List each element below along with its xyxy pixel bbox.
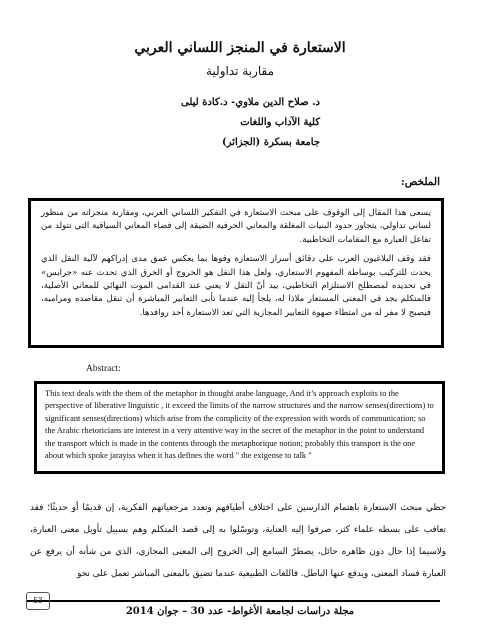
abstract-label: Abstract: bbox=[86, 364, 121, 374]
author-names: د. صلاح الدين ملاوي- د.كادة ليلى bbox=[181, 97, 320, 108]
article-subtitle: مقاربة تداولية bbox=[205, 64, 274, 78]
summary-heading: الملخص: bbox=[400, 176, 440, 188]
author-university: جامعة بسكرة (الجزائر) bbox=[221, 137, 320, 148]
summary-paragraph-2: فقد وقف البلاغيون العرب على دقائق أسرار الاستعارة وفوها بما يعكس عمق مدى إدراكهم لآلية النقل الذي يحدث للتركيب بوساطة المفهوم الاستعاري، ولعل هذا النقل هو الخروج أو الخرق الذي تحدث عنه «جرايس» في تحديده لمصطلح الاستلزام التخاطبي، بيد أنّ النقل لا يعني عند القدامى الموت النهائي للمعاني الأصلية، فالمتكلم يجد في المعنى المستعار ملاذا له، يلجأ إليه عندما تأبى التعابير المباشرة أن تنقل مقاصده ومراميه، فيصبح لا مفر له من امتطاء صهوة التعابير المجازية التي تعد الاستعارة أحد روافدها. bbox=[41, 254, 431, 318]
article-title: الاستعارة في المنجز اللساني العربي bbox=[134, 40, 346, 56]
page-number: 53 bbox=[26, 592, 50, 610]
arabic-summary-box bbox=[28, 198, 444, 348]
summary-paragraph-1: يسعى هذا المقال إلى الوقوف على مبحث الاستعارة في التفكير اللساني العربي، ومقاربة منجزاته من منظور لساني تداولي، يتجاوز حدود البنيات المغلقة والمعاني الحرفية الضيقة إلى فضاء المعاني السياقية التي تتولد من تفاعل العبارة مع المقامات التخاطبية. bbox=[41, 208, 431, 245]
abstract-text: This text deals with the them of the metaphor in thought arabe language, And it’s approach exploits to the perspective of liberative linguistic , it exceed the limits of the narrow structures and the narrow senses(directions) to significant senses(directions) which arise from the complicity of the expression with words of communication; so the Arabic rhetoricians are interest in a very attentive way in the secret of the metaphor in the point to understand the transport which is made in the contents through the metaphorique notion; probably this transport is the one about which spoke jarayiss when it has defines the word " the exigense to talk " bbox=[45, 389, 434, 461]
author-block bbox=[181, 93, 320, 153]
author-faculty: كلية الآداب واللغات bbox=[240, 117, 320, 128]
english-abstract-box bbox=[34, 381, 445, 474]
body-paragraph: حظي مبحث الاستعارة باهتمام الدارسين على اختلاف أطيافهم وتعدد مرجعياتهم الفكرية، إن قديمًا أو حديثًا؛ فقد تعاقب على بسطه علماء كثر، صرفوا إليه العناية، وتوسّلوا به إلى قصد المتكلم وهم بسبيل تأويل معنى العبارة، ولاسيما إذا حال دون ظاهره حائل، يضطرّ السامع إلى الخروج إلى المعنى المجازي، الذي من شأنه أن يرفع عن العبارة فساد المعنى، ويدفع عنها الباطل. فاللغات الطبيعية عندما تضيق بالمعنى المباشر تعمل على نحو bbox=[30, 503, 446, 579]
journal-footer: مجلة دراسات لجامعة الأغواط- عدد 30 – جوان 2014 bbox=[125, 606, 355, 617]
footer-divider bbox=[26, 600, 440, 602]
